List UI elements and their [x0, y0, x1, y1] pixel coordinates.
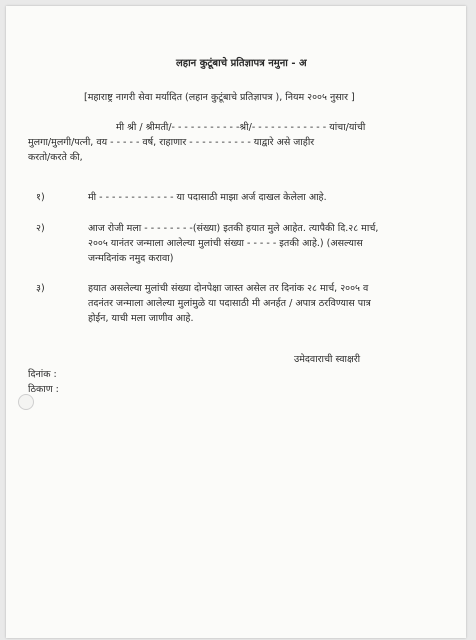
date-label: दिनांक :	[28, 369, 57, 380]
item-line: मी - - - - - - - - - - - - या पदासाठी माझा अर्ज दाखल केलेला आहे.	[88, 192, 327, 203]
item-line: २००५ यानंतर जन्माला आलेल्या मुलांची संख्या - - - - - इतकी आहे.) (असल्यास	[88, 238, 363, 249]
page-subtitle: [महाराष्ट्र नागरी सेवा मर्यादित (लहान कुटूंबाचे प्रतिज्ञापत्र ), नियम २००५ नुसार ]	[84, 92, 355, 103]
item-line: होईन, याची मला जाणीव आहे.	[88, 313, 194, 324]
page-title: लहान कुटूंबाचे प्रतिज्ञापत्र नमुना - अ	[176, 58, 307, 69]
item-line: तदनंतर जन्माला आलेल्या मुलांमुळे या पदासाठी मी अनर्हत / अपात्र ठरविण्यास पात्र	[88, 298, 371, 309]
item-number: ३)	[36, 283, 45, 294]
item-number: १)	[36, 192, 45, 203]
punch-hole	[18, 394, 34, 410]
item-line: आज रोजी मला - - - - - - - -(संख्या) इतकी हयात मुले आहेत. त्यापैकी दि.२८ मार्च,	[88, 223, 379, 234]
item-line: जन्मदिनांक नमुद करावा)	[88, 253, 174, 264]
intro-line: मुलगा/मुलगी/पत्नी, वय - - - - - वर्ष, राहाणार - - - - - - - - - - याद्वारे असे जाहीर	[28, 137, 315, 148]
signature-label: उमेदवाराची स्वाक्षरी	[294, 354, 361, 365]
intro-line: करतो/करते की,	[28, 152, 83, 163]
document-page	[6, 6, 466, 638]
item-line: हयात असलेल्या मुलांची संख्या दोनपेक्षा जास्त असेल तर दिनांक २८ मार्च, २००५ व	[88, 283, 369, 294]
place-label: ठिकाण :	[28, 384, 59, 395]
item-number: २)	[36, 223, 45, 234]
intro-line: मी श्री / श्रीमती/- - - - - - - - - - -श्री/- - - - - - - - - - - - यांचा/यांची	[116, 122, 366, 133]
